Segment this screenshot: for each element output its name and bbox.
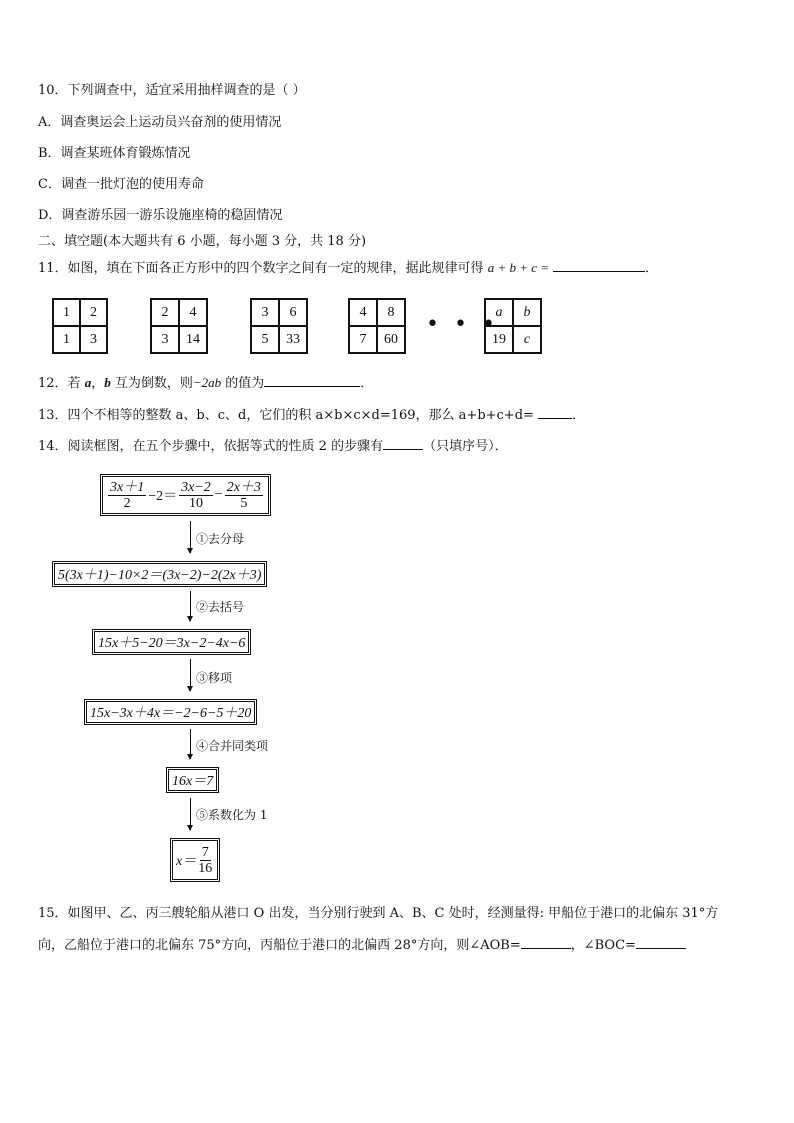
flow-arrow [190,659,191,691]
square-cell: 2 [151,299,179,326]
square-cell: 5 [251,326,279,353]
q13-stem [38,406,585,425]
square-cell: 8 [377,299,405,326]
square-cell: 3 [151,326,179,353]
q12-text-pre: 12．若 [38,376,81,391]
eq-text: x＝ [176,854,197,869]
fraction [198,845,212,876]
q12-stem [38,374,373,393]
flow-equation-1: 5(3x＋1)−10×2＝(3x−2)−2(2x＋3) [54,563,265,585]
q11-end: ． [645,261,659,276]
square-cell: 3 [251,299,279,326]
q12-answer-blank[interactable] [264,374,360,387]
eq-text: −2＝ [148,489,178,504]
flow-step-4: ④合并同类项 [196,739,269,753]
q12-text-post: 的值为 [225,376,265,391]
q11-stem [38,259,658,278]
flow-equation-5 [172,840,218,880]
q12-expression: −2ab [192,375,222,390]
q10-stem: 10．下列调查中，适宜采用抽样调查的是（ ） [38,83,306,98]
denominator: 5 [240,495,248,511]
q13-text: 13．四个不相等的整数 a、b、c、d，它们的积 a×b×c×d=169，那么 a+b+c+d= [38,408,534,423]
flow-equation-4: 16x＝7 [168,769,217,791]
q15-line-2 [38,936,686,955]
q12-text-mid: 互为倒数，则 [114,376,193,391]
q11-square-1 [52,298,108,354]
eq-text: − [214,487,223,502]
fraction [179,480,213,511]
q10-option-d: D．调查游乐园一游乐设施座椅的稳固情况 [38,208,283,223]
q12-end: ． [360,376,374,391]
q10-option-b: B．调查某班体育锻炼情况 [38,146,191,161]
q11-expression: a + b + c = [487,260,550,275]
flow-step-5: ⑤系数化为 1 [196,808,268,822]
fraction [108,480,146,511]
numerator: 7 [201,844,209,860]
square-cell: 60 [377,326,405,353]
square-cell: 14 [179,326,207,353]
flow-arrow [190,798,191,830]
square-cell: 2 [80,299,107,326]
square-cell: 1 [53,326,80,353]
denominator: 2 [123,495,131,511]
flow-arrow [190,521,191,553]
q14-end: （只填序号）． [423,439,508,454]
square-cell: 7 [349,326,377,353]
q13-answer-blank[interactable] [538,406,572,419]
flow-step-1: ①去分母 [196,532,245,546]
flow-arrow [190,591,191,621]
square-cell: 4 [349,299,377,326]
q11-square-4 [348,298,406,354]
flow-equation-2: 15x＋5−20＝3x−2−4x−6 [94,631,249,653]
q15-answer-blank-boc[interactable] [636,936,686,949]
denominator: 10 [188,495,203,511]
square-cell: 6 [279,299,307,326]
fraction [225,480,263,511]
q11-stem-text: 11．如图，填在下面各正方形中的四个数字之间有一定的规律，据此规律可得 [38,261,484,276]
q10-option-c: C．调查一批灯泡的使用寿命 [38,177,204,192]
square-cell: c [513,326,541,353]
square-cell: 1 [53,299,80,326]
numerator: 3x＋1 [110,479,145,495]
denominator: 16 [198,860,213,876]
q11-square-2 [150,298,208,354]
flow-arrow [190,729,191,759]
q14-text: 14．阅读框图，在五个步骤中，依据等式的性质 2 的步骤有 [38,439,384,454]
q15-text-a: 向，乙船位于港口的北偏东 75°方向，丙船位于港口的北偏西 28°方向，则∠AOB= [38,938,521,953]
square-cell: 19 [485,326,513,353]
flow-equation-3: 15x−3x＋4x＝−2−6−5＋20 [86,701,255,723]
square-cell: 4 [179,299,207,326]
q13-end: ． [572,408,586,423]
square-cell: a [485,299,513,326]
q12-var-a: a [84,375,92,390]
square-cell: 33 [279,326,307,353]
flow-step-2: ②去括号 [196,600,245,614]
numerator: 2x＋3 [226,479,261,495]
section-title: 二、填空题(本大题共有 6 小题，每小题 3 分，共 18 分) [38,234,367,249]
q11-square-5 [484,298,542,354]
square-cell: 3 [80,326,107,353]
flow-step-3: ③移项 [196,671,233,685]
q10-option-a: A．调查奥运会上运动员兴奋剂的使用情况 [38,115,282,130]
flow-equation-0 [102,476,269,514]
square-cell: b [513,299,541,326]
q14-stem [38,437,508,456]
q12-sep: ， [91,376,105,391]
numerator: 3x−2 [181,479,211,495]
q12-var-b: b [104,375,111,390]
q15-text-b: ，∠BOC= [570,938,636,953]
q11-ellipsis: • • • [426,312,499,337]
q14-answer-blank[interactable] [383,437,423,450]
q11-answer-blank[interactable] [553,259,645,272]
q11-square-3 [250,298,308,354]
q15-answer-blank-aob[interactable] [521,936,571,949]
q15-line-1: 15．如图甲、乙、丙三艘轮船从港口 O 出发，当分别行驶到 A、B、C 处时，经测量得: 甲船位于港口的北偏东 31°方 [38,906,719,921]
